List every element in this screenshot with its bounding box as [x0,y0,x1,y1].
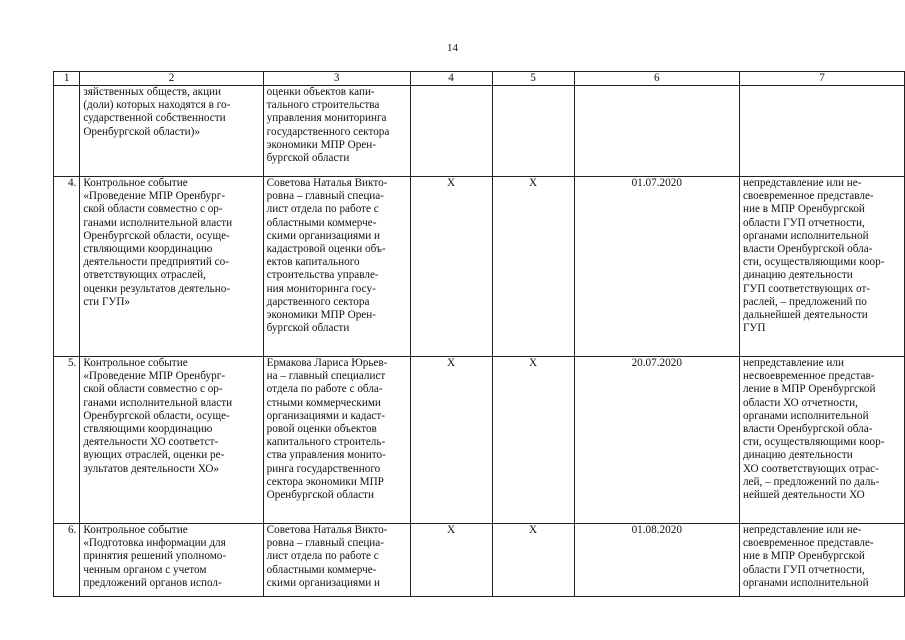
date-cell: 01.08.2020 [574,524,739,597]
control-events-table [53,71,905,597]
consequence-cell [739,86,904,177]
responsible-cell-line: ровой оценки объектов [266,423,377,436]
event-cell [80,357,263,524]
event-cell-line: «Проведение МПР Оренбург- [83,370,226,383]
responsible-cell-line: стными коммерческими [266,396,381,409]
consequence-cell [739,524,904,597]
responsible-cell-line: областными коммерче- [266,216,377,229]
column-4-cell: X [410,524,492,597]
responsible-cell-line: кадастровой оценки объ- [266,243,386,256]
header-cell: 2 [80,72,263,86]
responsible-cell-line: Советова Наталья Викто- [266,177,388,189]
event-cell-line: ской области совместно с ор- [83,383,223,396]
consequence-cell-line: сти, осуществляющими коор- [742,256,885,269]
consequence-cell-line: ние в МПР Оренбургской [742,203,865,216]
responsible-cell-line: областными коммерче- [266,563,377,576]
responsible-cell-line: экономики МПР Орен- [266,138,376,151]
consequence-cell [739,177,904,357]
responsible-cell-line: Советова Наталья Викто- [266,524,388,536]
event-cell-line: предложений органов испол- [83,576,222,589]
consequence-cell-line: динацию деятельности [742,269,853,282]
event-cell [80,177,263,357]
responsible-cell-line: отдела по работе с обла- [266,383,383,396]
responsible-cell-line: бургской области [266,152,350,165]
column-4-cell: X [410,177,492,357]
event-cell-line: сударственной собственности [83,112,226,125]
responsible-cell-line: ровна – главный специа- [266,537,384,550]
table-row [54,357,905,524]
consequence-cell-line: нейшей деятельности ХО [742,489,865,502]
responsible-cell-line: организациями и кадаст- [266,409,385,422]
responsible-cell-line: ринга государственного [266,462,381,475]
event-cell-line: ствляющими координацию [83,423,213,436]
column-5-cell: X [492,524,574,597]
event-cell-line: Оренбургской области, осуще- [83,409,230,422]
responsible-cell-line: Оренбургской области [266,489,374,502]
header-cell: 4 [410,72,492,86]
responsible-cell-line: лист отдела по работе с [266,203,379,216]
event-cell-line: ответствующих отраслей, [83,269,206,282]
page-number: 14 [447,42,458,54]
table-row [54,177,905,357]
responsible-cell-line: ства управления монито- [266,449,386,462]
responsible-cell [263,86,410,177]
responsible-cell-line: тального строительства [266,99,380,112]
date-cell [574,86,739,177]
consequence-cell-line: органами исполнительной [742,229,869,242]
consequence-cell-line: сти, осуществляющими коор- [742,436,885,449]
consequence-cell-line: дальнейшей деятельности [742,309,868,322]
event-cell-line: деятельности ХО соответст- [83,436,219,449]
column-5-cell: X [492,357,574,524]
header-cell: 5 [492,72,574,86]
column-5-cell: X [492,177,574,357]
table-row [54,524,905,597]
row-number-cell [54,86,80,177]
event-cell-line: (доли) которых находятся в го- [83,99,231,112]
consequence-cell-line: власти Оренбургской обла- [742,243,873,256]
row-number-cell: 6. [54,524,80,597]
event-cell-line: ганами исполнительной власти [83,216,233,229]
responsible-cell-line: ровна – главный специа- [266,190,384,203]
event-cell-line: ченным органом с учетом [83,563,207,576]
event-cell-line: Оренбургской области)» [83,125,200,138]
responsible-cell-line: скими организациями и [266,576,380,589]
consequence-cell-line: раслей, – предложений по [742,295,867,308]
responsible-cell [263,177,410,357]
header-cell: 7 [739,72,904,86]
consequence-cell-line: своевременное представле- [742,537,874,550]
consequence-cell-line: лей, – предложений по даль- [742,475,880,488]
event-cell-line: Контрольное событие [83,524,188,536]
header-cell: 1 [54,72,80,86]
table-header-row [54,72,905,86]
responsible-cell-line: капитального строитель- [266,436,386,449]
table-row [54,86,905,177]
event-cell-line: Оренбургской области, осуще- [83,229,230,242]
row-number-cell: 5. [54,357,80,524]
consequence-cell-line: непредставление или [742,357,844,369]
consequence-cell-line: динацию деятельности [742,449,853,462]
event-cell-line: вующих отраслей, оценки ре- [83,449,225,462]
event-cell-line: оценки результатов деятельно- [83,282,231,295]
date-cell: 01.07.2020 [574,177,739,357]
event-cell-line: Контрольное событие [83,177,188,189]
consequence-cell-line: непредставление или не- [742,177,862,189]
responsible-cell-line: сектора экономики МПР [266,475,384,488]
consequence-cell-line: ГУП [742,322,766,335]
event-cell-line: сти ГУП» [83,295,131,308]
responsible-cell-line: на – главный специалист [266,370,386,383]
responsible-cell [263,524,410,597]
date-cell: 20.07.2020 [574,357,739,524]
consequence-cell-line: области ХО отчетности, [742,396,858,409]
consequence-cell-line: власти Оренбургской обла- [742,423,873,436]
consequence-cell [739,357,904,524]
column-4-cell [410,86,492,177]
responsible-cell-line: скими организациями и [266,229,380,242]
consequence-cell-line: ХО соответствующих отрас- [742,462,879,475]
responsible-cell [263,357,410,524]
responsible-cell-line: Ермакова Лариса Юрьев- [266,357,388,369]
column-5-cell [492,86,574,177]
responsible-cell-line: ектов капитального [266,256,360,269]
event-cell-line: принятия решений уполномо- [83,550,227,563]
responsible-cell-line: лист отдела по работе с [266,550,379,563]
event-cell-line: зультатов деятельности ХО» [83,462,220,475]
responsible-cell-line: строительства управле- [266,269,379,282]
responsible-cell-line: экономики МПР Орен- [266,309,376,322]
consequence-cell-line: несвоевременное представ- [742,370,875,383]
event-cell-line: ствляющими координацию [83,243,213,256]
event-cell [80,524,263,597]
event-cell-line: «Проведение МПР Оренбург- [83,190,226,203]
event-cell-line: зяйственных обществ, акции [83,86,222,98]
header-cell: 6 [574,72,739,86]
responsible-cell-line: бургской области [266,322,350,335]
consequence-cell-line: органами исполнительной [742,576,869,589]
responsible-cell-line: ния мониторинга госу- [266,282,376,295]
event-cell-line: Контрольное событие [83,357,188,369]
consequence-cell-line: ГУП соответствующих от- [742,282,871,295]
event-cell-line: ганами исполнительной власти [83,396,233,409]
responsible-cell-line: государственного сектора [266,125,390,138]
consequence-cell-line: области ГУП отчетности, [742,216,865,229]
column-4-cell: X [410,357,492,524]
row-number-cell: 4. [54,177,80,357]
consequence-cell-line: органами исполнительной [742,409,869,422]
event-cell [80,86,263,177]
consequence-cell-line: области ГУП отчетности, [742,563,865,576]
header-cell: 3 [263,72,410,86]
consequence-cell-line: ление в МПР Оренбургской [742,383,876,396]
responsible-cell-line: управления мониторинга [266,112,387,125]
event-cell-line: «Подготовка информации для [83,537,226,550]
responsible-cell-line: дарственного сектора [266,295,370,308]
consequence-cell-line: своевременное представле- [742,190,874,203]
event-cell-line: деятельности предприятий со- [83,256,229,269]
consequence-cell-line: ние в МПР Оренбургской [742,550,865,563]
consequence-cell-line: непредставление или не- [742,524,862,536]
responsible-cell-line: оценки объектов капи- [266,86,375,98]
event-cell-line: ской области совместно с ор- [83,203,223,216]
